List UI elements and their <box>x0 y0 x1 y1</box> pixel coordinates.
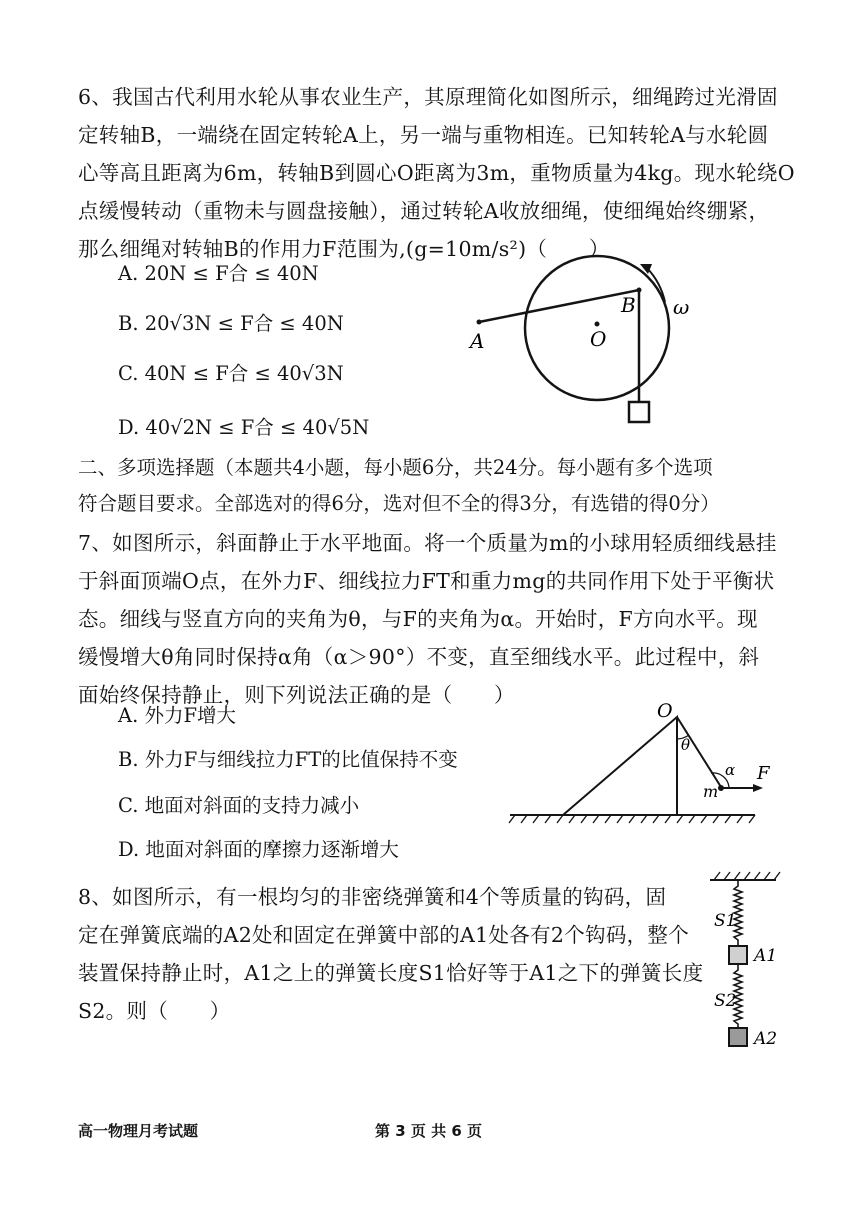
q8-line: 定在弹簧底端的A2处和固定在弹簧中部的A1处各有2个钩码，整个 <box>78 923 690 947</box>
section-2-line: 符合题目要求。全部选对的得6分，选对但不全的得3分，有选错的得0分） <box>78 492 720 515</box>
q6-option-b: B. 20√3N ≤ F合 ≤ 40N <box>118 312 344 335</box>
q6-line: 定转轴B，一端绕在固定转轮A上，另一端与重物相连。已知转轮A与水轮圆 <box>78 123 769 147</box>
spring-figure <box>700 868 790 1058</box>
footer-course-title: 高一物理月考试题 <box>78 1122 199 1140</box>
water-wheel-figure <box>460 250 710 440</box>
question-7-text <box>78 524 777 714</box>
label-b: B <box>621 293 636 317</box>
q8-line: S2。则（ ） <box>78 999 231 1023</box>
label-m: m <box>703 782 719 801</box>
q6-option-a: A. 20N ≤ F合 ≤ 40N <box>118 262 319 285</box>
label-alpha: α <box>725 761 736 779</box>
footer-page-number: 第 3 页 共 6 页 <box>375 1122 482 1140</box>
label-theta: θ <box>681 736 691 754</box>
q7-line: 态。细线与竖直方向的夹角为θ，与F的夹角为α。开始时，F方向水平。现 <box>78 607 758 631</box>
label-f: F <box>757 763 770 784</box>
ceiling-hatching <box>714 872 780 880</box>
q7-option-c: C. 地面对斜面的支持力减小 <box>118 794 360 817</box>
weight-a1 <box>729 946 747 964</box>
label-o: O <box>590 327 607 351</box>
label-omega: ω <box>673 295 690 319</box>
question-8-text <box>78 878 703 1030</box>
incline-figure <box>505 695 775 835</box>
q7-line: 面始终保持静止，则下列说法正确的是（ ） <box>78 683 515 707</box>
q6-line: 点缓慢转动（重物未与圆盘接触），通过转轮A收放细绳，使细绳始终绷紧， <box>78 199 770 223</box>
q6-line: 6、我国古代利用水轮从事农业生产，其原理简化如图所示，细绳跨过光滑固 <box>78 85 778 109</box>
q7-line: 7、如图所示，斜面静止于水平地面。将一个质量为m的小球用轻质细线悬挂 <box>78 531 777 555</box>
label-a1: A1 <box>754 946 778 966</box>
weight-block <box>629 402 649 422</box>
q7-line: 于斜面顶端O点，在外力F、细线拉力FT和重力mg的共同作用下处于平衡状 <box>78 569 775 593</box>
q8-line: 8、如图所示，有一根均匀的非密绕弹簧和4个等质量的钩码，固 <box>78 885 667 909</box>
section-2-line: 二、多项选择题（本题共4小题，每小题6分，共24分。每小题有多个选项 <box>78 456 713 479</box>
ground-hatching <box>509 815 755 823</box>
q6-option-d: D. 40√2N ≤ F合 ≤ 40√5N <box>118 416 370 439</box>
q7-option-b: B. 外力F与细线拉力FT的比值保持不变 <box>118 748 458 771</box>
force-f-arrow-head <box>753 784 763 792</box>
q6-option-c: C. 40N ≤ F合 ≤ 40√3N <box>118 362 344 385</box>
label-o: O <box>657 700 673 722</box>
q7-line: 缓慢增大θ角同时保持α角（α＞90°）不变，直至细线水平。此过程中，斜 <box>78 645 760 669</box>
question-6-text <box>78 78 795 268</box>
q7-option-a: A. 外力F增大 <box>118 704 237 727</box>
q7-option-d: D. 地面对斜面的摩擦力逐渐增大 <box>118 838 399 861</box>
q6-line: 那么细绳对转轴B的作用力F范围为,(g=10m/s²)（ ） <box>78 237 610 261</box>
label-a2: A2 <box>754 1029 778 1049</box>
label-s1: S1 <box>714 911 737 931</box>
rope-a-to-b <box>479 290 639 322</box>
q8-line: 装置保持静止时，A1之上的弹簧长度S1恰好等于A1之下的弹簧长度 <box>78 961 704 985</box>
label-s2: S2 <box>714 991 737 1011</box>
q6-line: 心等高且距离为6m，转轴B到圆心O距离为3m，重物质量为4kg。现水轮绕O <box>78 161 795 185</box>
incline-triangle <box>563 717 677 815</box>
section-2-header <box>78 450 720 522</box>
center-o-dot <box>595 322 600 327</box>
weight-a2 <box>729 1028 747 1046</box>
label-a: A <box>470 329 485 353</box>
